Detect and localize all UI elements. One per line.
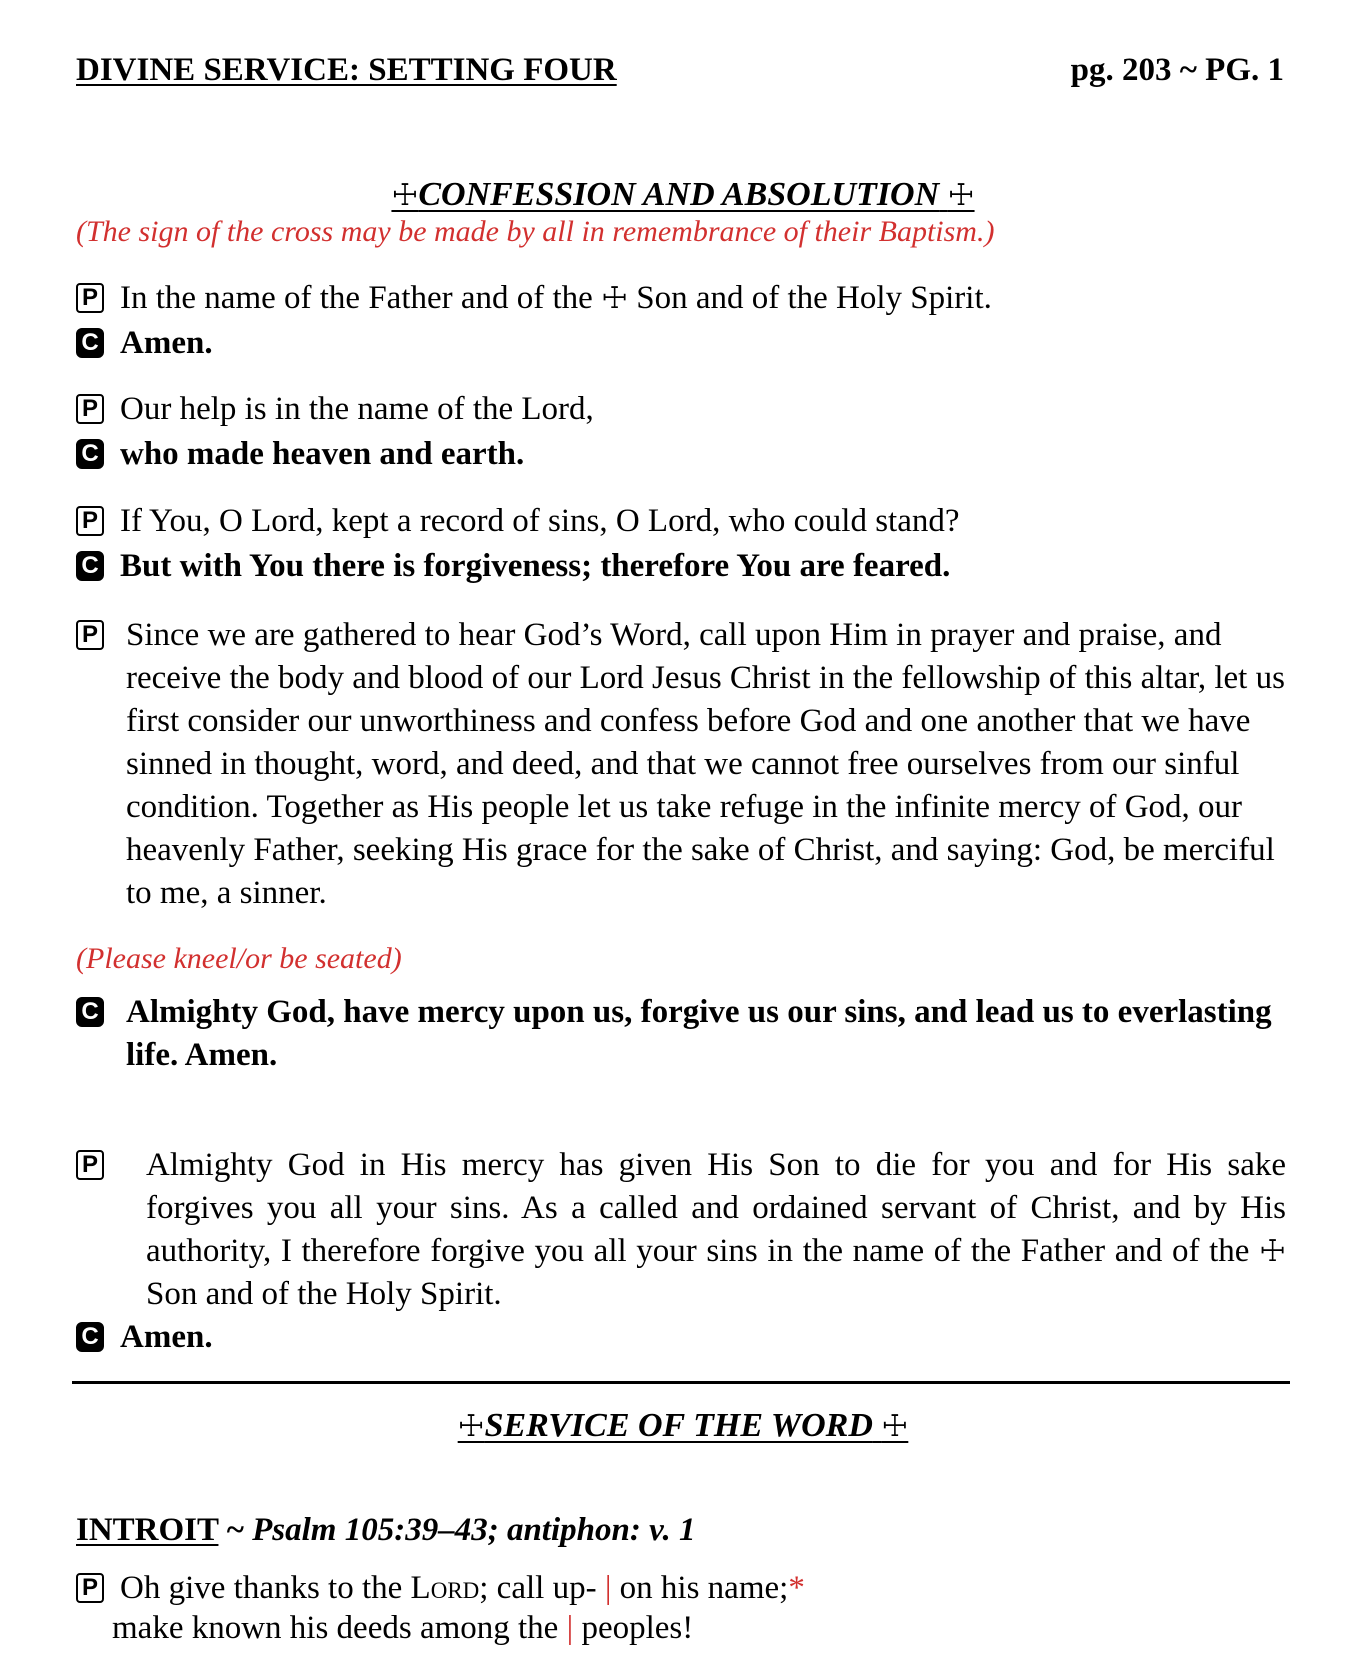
confession-section-title [0,176,1366,214]
cross-icon: ☩ [1259,1235,1286,1268]
congregation-text: Amen. [120,325,213,361]
congregation-text: who made heaven and earth. [120,436,525,472]
confession-title-text: CONFESSION AND ABSOLUTION [418,176,940,213]
introit-text: Oh give thanks to the L [120,1570,431,1606]
word-section-title [0,1407,1366,1445]
pastor-exhortation-text: Since we are gathered to hear God’s Word, call upon Him in prayer and praise, and receive the body and blood of our Lord Jesus Christ in the fellowship of this altar, let us first consider our unworthiness and confess before God and one another that we have sinned in thought, word, and deed, and that we cannot free ourselves from our sinful condition. Together as His people let us take refuge in the infinite mercy of God, our heavenly Father, seeking His grace for the sake of Christ, and saying: God, be merciful to me, a sinner. [126,617,1285,911]
congregation-badge: C [76,439,104,469]
introit-heading [76,1512,696,1549]
pastor-badge: P [76,1150,104,1180]
congregation-badge: C [76,551,104,581]
pastor-text: Our help is in the name of the Lord, [120,391,594,427]
congregation-text: But with You there is forgiveness; therefore You are feared. [120,548,951,584]
introit-text: make known his deeds among the [112,1610,559,1646]
congregation-line [76,545,950,588]
absolution-text-main: Almighty God in His mercy has given His Son to die for you and for His sake forgives you all your sins. As a called and ordained servant of Christ, and by His authority, I therefore forgive you all your sins in the name of the Father and of the [146,1147,1286,1269]
introit-label: INTROIT [76,1512,219,1548]
introit-line-2 [112,1607,693,1650]
congregation-badge: C [76,328,104,358]
pastor-text: If You, O Lord, kept a record of sins, O Lord, who could stand? [120,503,960,539]
pastor-text: In the name of the Father and of the [120,280,593,316]
document-title: DIVINE SERVICE: SETTING FOUR [76,52,617,88]
introit-text: ; call up- [479,1570,597,1606]
rubric-kneel: (Please kneel/or be seated) [76,942,402,975]
congregation-text: Amen. [120,1319,213,1355]
congregation-line [76,433,524,476]
cross-icon: ☩ [947,179,975,212]
congregation-paragraph [76,991,1288,1079]
introit-line-1 [76,1567,805,1610]
introit-text-smallcaps: ord [430,1570,480,1606]
introit-reference: Psalm 105:39–43; antiphon: v. 1 [252,1512,696,1548]
absolution-text [146,1144,1286,1316]
congregation-confession-text: Almighty God, have mercy upon us, forgive us our sins, and lead us to everlasting life. Amen. [126,994,1272,1073]
pastor-badge: P [76,283,104,313]
rubric-sign-of-cross: (The sign of the cross may be made by all in remembrance of their Baptism.) [76,215,995,248]
pastor-line [76,500,960,543]
introit-text: peoples! [581,1610,694,1646]
introit-text: on his name; [619,1570,789,1606]
pointing-bar: | [604,1570,612,1606]
pastor-badge: P [76,620,104,650]
absolution-paragraph [76,1144,1288,1316]
word-title-text: SERVICE OF THE WORD [484,1407,873,1444]
pastor-badge: P [76,394,104,424]
absolution-text-end: Son and of the Holy Spirit. [146,1276,502,1312]
pastor-line [76,388,594,431]
section-divider [72,1381,1290,1384]
asterisk-mark: * [788,1570,805,1606]
cross-icon: ☩ [881,1410,909,1443]
pastor-line [76,277,992,320]
cross-icon: ☩ [601,282,628,315]
cross-icon: ☩ [391,179,419,212]
congregation-line [76,322,213,365]
pastor-text: Son and of the Holy Spirit. [636,280,992,316]
introit-separator: ~ [218,1512,253,1548]
page-reference: pg. 203 ~ PG. 1 [1070,52,1284,88]
congregation-line [76,1316,213,1359]
pointing-bar: | [566,1610,574,1646]
pastor-badge: P [76,1573,104,1603]
pastor-paragraph [76,614,1288,916]
congregation-badge: C [76,1322,104,1352]
pastor-badge: P [76,506,104,536]
congregation-badge: C [76,997,104,1027]
cross-icon: ☩ [457,1410,485,1443]
